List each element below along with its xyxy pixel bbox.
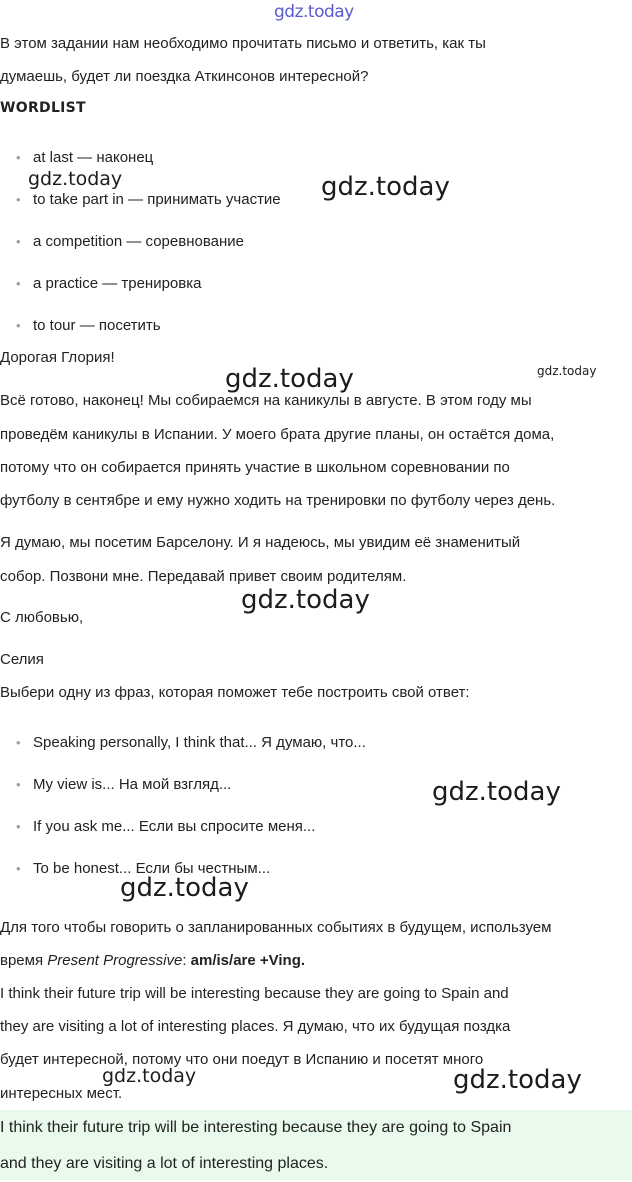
bullet-icon: •: [16, 735, 21, 750]
intro-line: В этом задании нам необходимо прочитать письмо и ответить, как ты: [0, 35, 486, 52]
letter-line: собор. Позвони мне. Передавай привет своим родителям.: [0, 568, 407, 585]
grammar-prefix: время: [0, 952, 48, 969]
watermark: gdz.today: [102, 1065, 197, 1087]
watermark: gdz.today: [453, 1065, 582, 1095]
watermark: gdz.today: [225, 364, 354, 394]
watermark: gdz.today: [537, 364, 597, 378]
letter-closing: С любовью,: [0, 609, 84, 626]
watermark: gdz.today: [120, 873, 249, 903]
watermark-top: gdz.today: [274, 2, 354, 22]
letter-line: футболу в сентябре и ему нужно ходить на тренировки по футболу через день.: [0, 492, 556, 509]
phrase-text: Speaking personally, I think that... Я думаю, что...: [33, 734, 366, 751]
wordlist-item-text: a competition — соревнование: [33, 233, 244, 250]
grammar-colon: :: [182, 952, 191, 969]
list-item: [0, 188, 281, 230]
letter-line: проведём каникулы в Испании. У моего брата другие планы, он остаётся дома,: [0, 426, 555, 443]
list-item: [0, 230, 281, 272]
answer-line: I think their future trip will be interesting because they are going to Spain: [0, 1119, 512, 1136]
bullet-icon: •: [16, 276, 21, 291]
list-item: [0, 731, 366, 773]
explanation-line: they are visiting a lot of interesting places. Я думаю, что их будущая поздка: [0, 1018, 511, 1035]
explanation-line: I think their future trip will be interesting because they are going to Spain and: [0, 985, 509, 1002]
watermark: gdz.today: [432, 777, 561, 807]
bullet-icon: •: [16, 318, 21, 333]
phrases-intro: Выбери одну из фраз, которая поможет тебе построить свой ответ:: [0, 684, 470, 701]
phrase-text: To be honest... Если бы честным...: [33, 860, 271, 877]
answer-line: and they are visiting a lot of interesting places.: [0, 1155, 329, 1172]
list-item: [0, 815, 366, 857]
grammar-line: Для того чтобы говорить о запланированных событиях в будущем, используем: [0, 919, 552, 936]
grammar-line-2: [0, 944, 305, 977]
watermark: gdz.today: [241, 585, 370, 615]
list-item: [0, 773, 366, 815]
letter-line: потому что он собирается принять участие в школьном соревновании по: [0, 459, 510, 476]
bullet-icon: •: [16, 861, 21, 876]
wordlist-item-text: to tour — посетить: [33, 317, 161, 334]
letter-line: Всё готово, наконец! Мы собираемся на каникулы в августе. В этом году мы: [0, 392, 532, 409]
bullet-icon: •: [16, 234, 21, 249]
wordlist-item-text: to take part in — принимать участие: [33, 191, 281, 208]
bullet-icon: •: [16, 777, 21, 792]
explanation-line: будет интересной, потому что они поедут в Испанию и посетят много: [0, 1051, 484, 1068]
tense-name: Present Progressive: [47, 952, 183, 969]
answer-box: [0, 1110, 632, 1180]
grammar-dot: .: [300, 952, 306, 969]
intro-line: думаешь, будет ли поездка Аткинсонов интересной?: [0, 68, 369, 85]
list-item: [0, 272, 281, 314]
bullet-icon: •: [16, 819, 21, 834]
wordlist-item-text: a practice — тренировка: [33, 275, 202, 292]
watermark: gdz.today: [321, 172, 450, 202]
letter-greeting: Дорогая Глория!: [0, 349, 115, 366]
letter-signature: Селия: [0, 651, 44, 668]
phrase-text: If you ask me... Если вы спросите меня...: [33, 818, 316, 835]
explanation-line: интересных мест.: [0, 1085, 123, 1102]
wordlist-heading: WORDLIST: [0, 100, 86, 116]
wordlist-item-text: at last — наконец: [33, 149, 154, 166]
letter-line: Я думаю, мы посетим Барселону. И я надеюсь, мы увидим её знаменитый: [0, 534, 521, 551]
phrase-text: My view is... На мой взгляд...: [33, 776, 232, 793]
watermark: gdz.today: [28, 168, 123, 190]
bullet-icon: •: [16, 150, 21, 165]
tense-formula: am/is/are +Ving: [190, 952, 301, 969]
bullet-icon: •: [16, 192, 21, 207]
